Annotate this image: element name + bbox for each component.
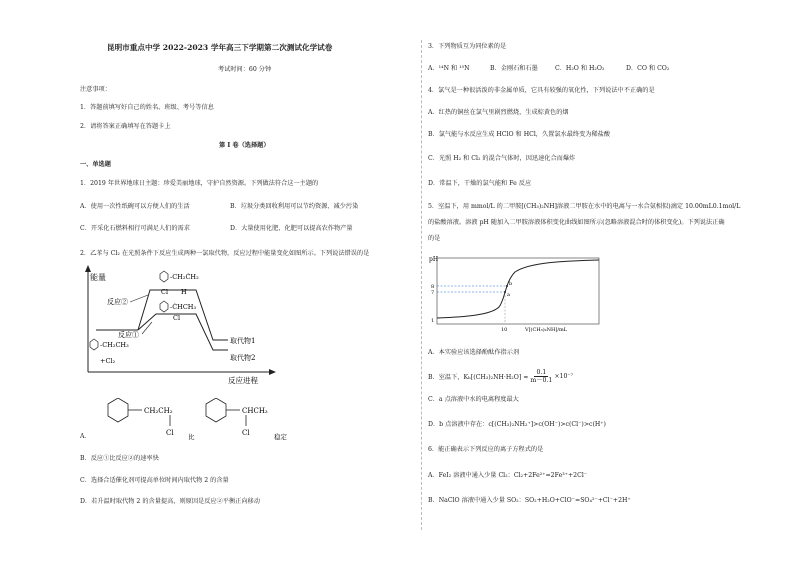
reaction-2-pointer [130, 295, 148, 302]
benzene-ring-ts-top [160, 271, 168, 282]
energy-y-axis-arrow [85, 265, 91, 272]
q3-stem: 3．下列物质互为同位素的是 [428, 43, 507, 50]
chart-x-label: V[(CH₃)₂NH]/mL [525, 327, 568, 333]
q3-option-a: A．¹⁴N 和 ¹⁵N [428, 65, 470, 72]
chart-y-tick-1: 1 [431, 318, 435, 324]
section-heading: 第 I 卷（选择题） [219, 142, 270, 149]
benzene-ring-ts-mid [160, 301, 168, 312]
ph-titration-chart [425, 252, 605, 336]
q2-stem: 2．乙苯与 Cl₂ 在光照条件下反应生成两种一氯取代物，反应过程中能量变化如图所示。下列说法错误的是 [80, 250, 370, 257]
point-a-marker [504, 291, 506, 293]
q2-option-a-label: A． [80, 433, 91, 440]
product-2-label: 取代物2 [230, 354, 256, 362]
q5-stem-line-3: 的是 [428, 235, 441, 242]
ts-top-h: H [181, 288, 187, 296]
q6-stem: 6．能正确表示下列反应的离子方程式的是 [428, 446, 544, 453]
exam-title: 昆明市重点中学 2022-2023 学年高三下学期第二次测试化学试卷 [107, 43, 333, 52]
reaction-path-2 [138, 290, 228, 340]
q5-stem-line-1: 5．室温下，用 mmol/L 的二甲胺[(CH₃)₂NH]溶液二甲胺在水中的电离与一水合氨相似)滴定 10.00mL0.1mol/L [428, 203, 741, 210]
q4-option-b: B．氯气能与水反应生成 HClO 和 HCl，久置氯水最终变为稀盐酸 [428, 131, 611, 138]
a2-formula: CHCH₃ [242, 407, 268, 415]
ph-curve [437, 260, 599, 318]
notice-item-1: 1．答题前填写好自己的姓名、班级、考号等信息 [80, 104, 214, 111]
q2-option-b: B．反应①比反应②的速率快 [80, 455, 159, 462]
q5-stem-line-2: 的盐酸溶液。溶液 pH 随加入二甲胺溶液体积变化曲线如图所示(忽略溶液混合时的体积变化)。下列说法正确 [428, 219, 725, 226]
q5-option-b-numerator: 0.1 [536, 368, 547, 376]
q1-option-d: D．大量使用化肥、化肥可以提高农作物产量 [230, 225, 353, 232]
a1-formula: CH₂CH₂ [144, 407, 173, 415]
benzene-ring-a2 [206, 398, 226, 422]
energy-y-label: 能量 [90, 273, 106, 282]
column-divider [421, 40, 422, 530]
reaction-2-label: 反应② [107, 298, 128, 306]
q1-option-a: A．使用一次性纸碗可以方便人们的生活 [80, 203, 190, 210]
q4-option-a: A．红热的铜丝在氯气里剧烈燃烧，生成棕黄色的烟 [428, 109, 569, 116]
a2-cl: Cl [242, 429, 250, 437]
energy-x-axis-arrow [269, 369, 276, 375]
q5-option-c: C．a 点溶液中水的电离程度最大 [428, 396, 519, 403]
reactant-cl2: +Cl₂ [100, 357, 116, 365]
a-stable-word: 稳定 [274, 433, 287, 441]
q1-option-b: B．垃圾分类回收利用可以节约资源、减少污染 [230, 203, 359, 210]
q2-option-d: D．若升温时取代物 2 的含量提高，则原因是反应②平衡正向移动 [80, 498, 260, 505]
reactant-formula: -CH₂CH₃ [100, 341, 129, 349]
a-compare-word: 比 [188, 433, 195, 441]
exam-time: 考试时间：60 分钟 [218, 66, 272, 73]
a1-cl: Cl [166, 429, 174, 437]
q3-option-b: B．金刚石和石墨 [490, 65, 538, 72]
chart-x-tick-10: 10 [501, 327, 508, 333]
q5-option-b-fraction [530, 369, 552, 384]
ts-top-formula: -CH₂ĊH₂ [170, 273, 199, 281]
q4-option-c: C．光照 H₂ 和 Cl₂ 的混合气体时，因迅速化合而爆炸 [428, 155, 576, 162]
q1-stem: 1．2019 年世界地球日主题：珍爱美丽地球，守护自然资源。下列做法符合这一主题的 [80, 180, 319, 187]
q4-option-d: D．常温下，干燥的氯气能和 Fe 反应 [428, 180, 532, 187]
q5-option-b-prefix: B．室温下，Kₕ[(CH₃)₂NH·H₂O] ≈ [428, 373, 529, 381]
q1-option-c: C．开采化石燃料相行可满足人们的需求 [80, 225, 190, 232]
energy-diagram [78, 262, 278, 386]
reaction-1-pointer [142, 322, 152, 334]
q3-option-c: C．H₂O 和 H₂O₂ [555, 65, 605, 72]
q2-option-c: C．选择合适催化剂可提高单位时间内取代物 2 的含量 [80, 477, 229, 484]
part-heading: 一、单选题 [80, 161, 111, 168]
ts-mid-formula: -ĊHCH₃ [170, 303, 197, 311]
notice-item-2: 2．请将答案正确填写在答题卡上 [80, 123, 171, 130]
chart-frame [437, 258, 599, 324]
q5-option-d: D．b 点溶液中存在：c[(CH₃)₂NH₂⁺]>c(OH⁻)>c(Cl⁻)>c(H⁺) [428, 421, 606, 428]
q3-option-d: D．CO 和 CO₂ [626, 65, 670, 72]
chart-y-tick-7: 7 [431, 290, 435, 296]
chart-y-label: pH [429, 256, 439, 263]
q2-option-a-structures [88, 398, 303, 443]
point-b-label: b [509, 281, 513, 287]
q5-option-b-denominator: m－0.1 [530, 376, 553, 384]
energy-x-label: 反应进程 [228, 376, 258, 385]
q5-option-b-suffix: ×10⁻⁷ [554, 372, 574, 380]
q4-stem: 4．氯气是一种很活泼的非金属单质，它具有较强的氧化性，下列说法中不正确的是 [428, 87, 655, 94]
ts-top-cl: Cl [161, 288, 169, 296]
point-b-marker [506, 285, 508, 287]
chart-y-tick-8: 8 [431, 284, 435, 290]
benzene-ring-reactant [90, 339, 98, 350]
notice-heading: 注意事项： [80, 86, 111, 93]
benzene-ring-a1 [108, 398, 128, 422]
q6-option-a: A．FeI₂ 溶液中通入少量 Cl₂：Cl₂+2Fe²⁺=2Fe³⁺+2Cl⁻ [428, 472, 588, 479]
point-a-label: a [507, 292, 510, 298]
q5-option-b [428, 367, 573, 385]
reaction-1-label: 反应① [118, 331, 139, 339]
q6-option-b: B．NaClO 溶液中通入少量 SO₂：SO₂+H₂O+ClO⁻=SO₄²⁻+Cl⁻+2H⁺ [428, 497, 631, 504]
product-1-label: 取代物1 [230, 337, 256, 345]
q5-option-a: A．本实验应该选择酚酞作指示剂 [428, 349, 520, 356]
reaction-path-1 [138, 314, 228, 350]
ts-mid-cl: Cl [173, 314, 181, 322]
